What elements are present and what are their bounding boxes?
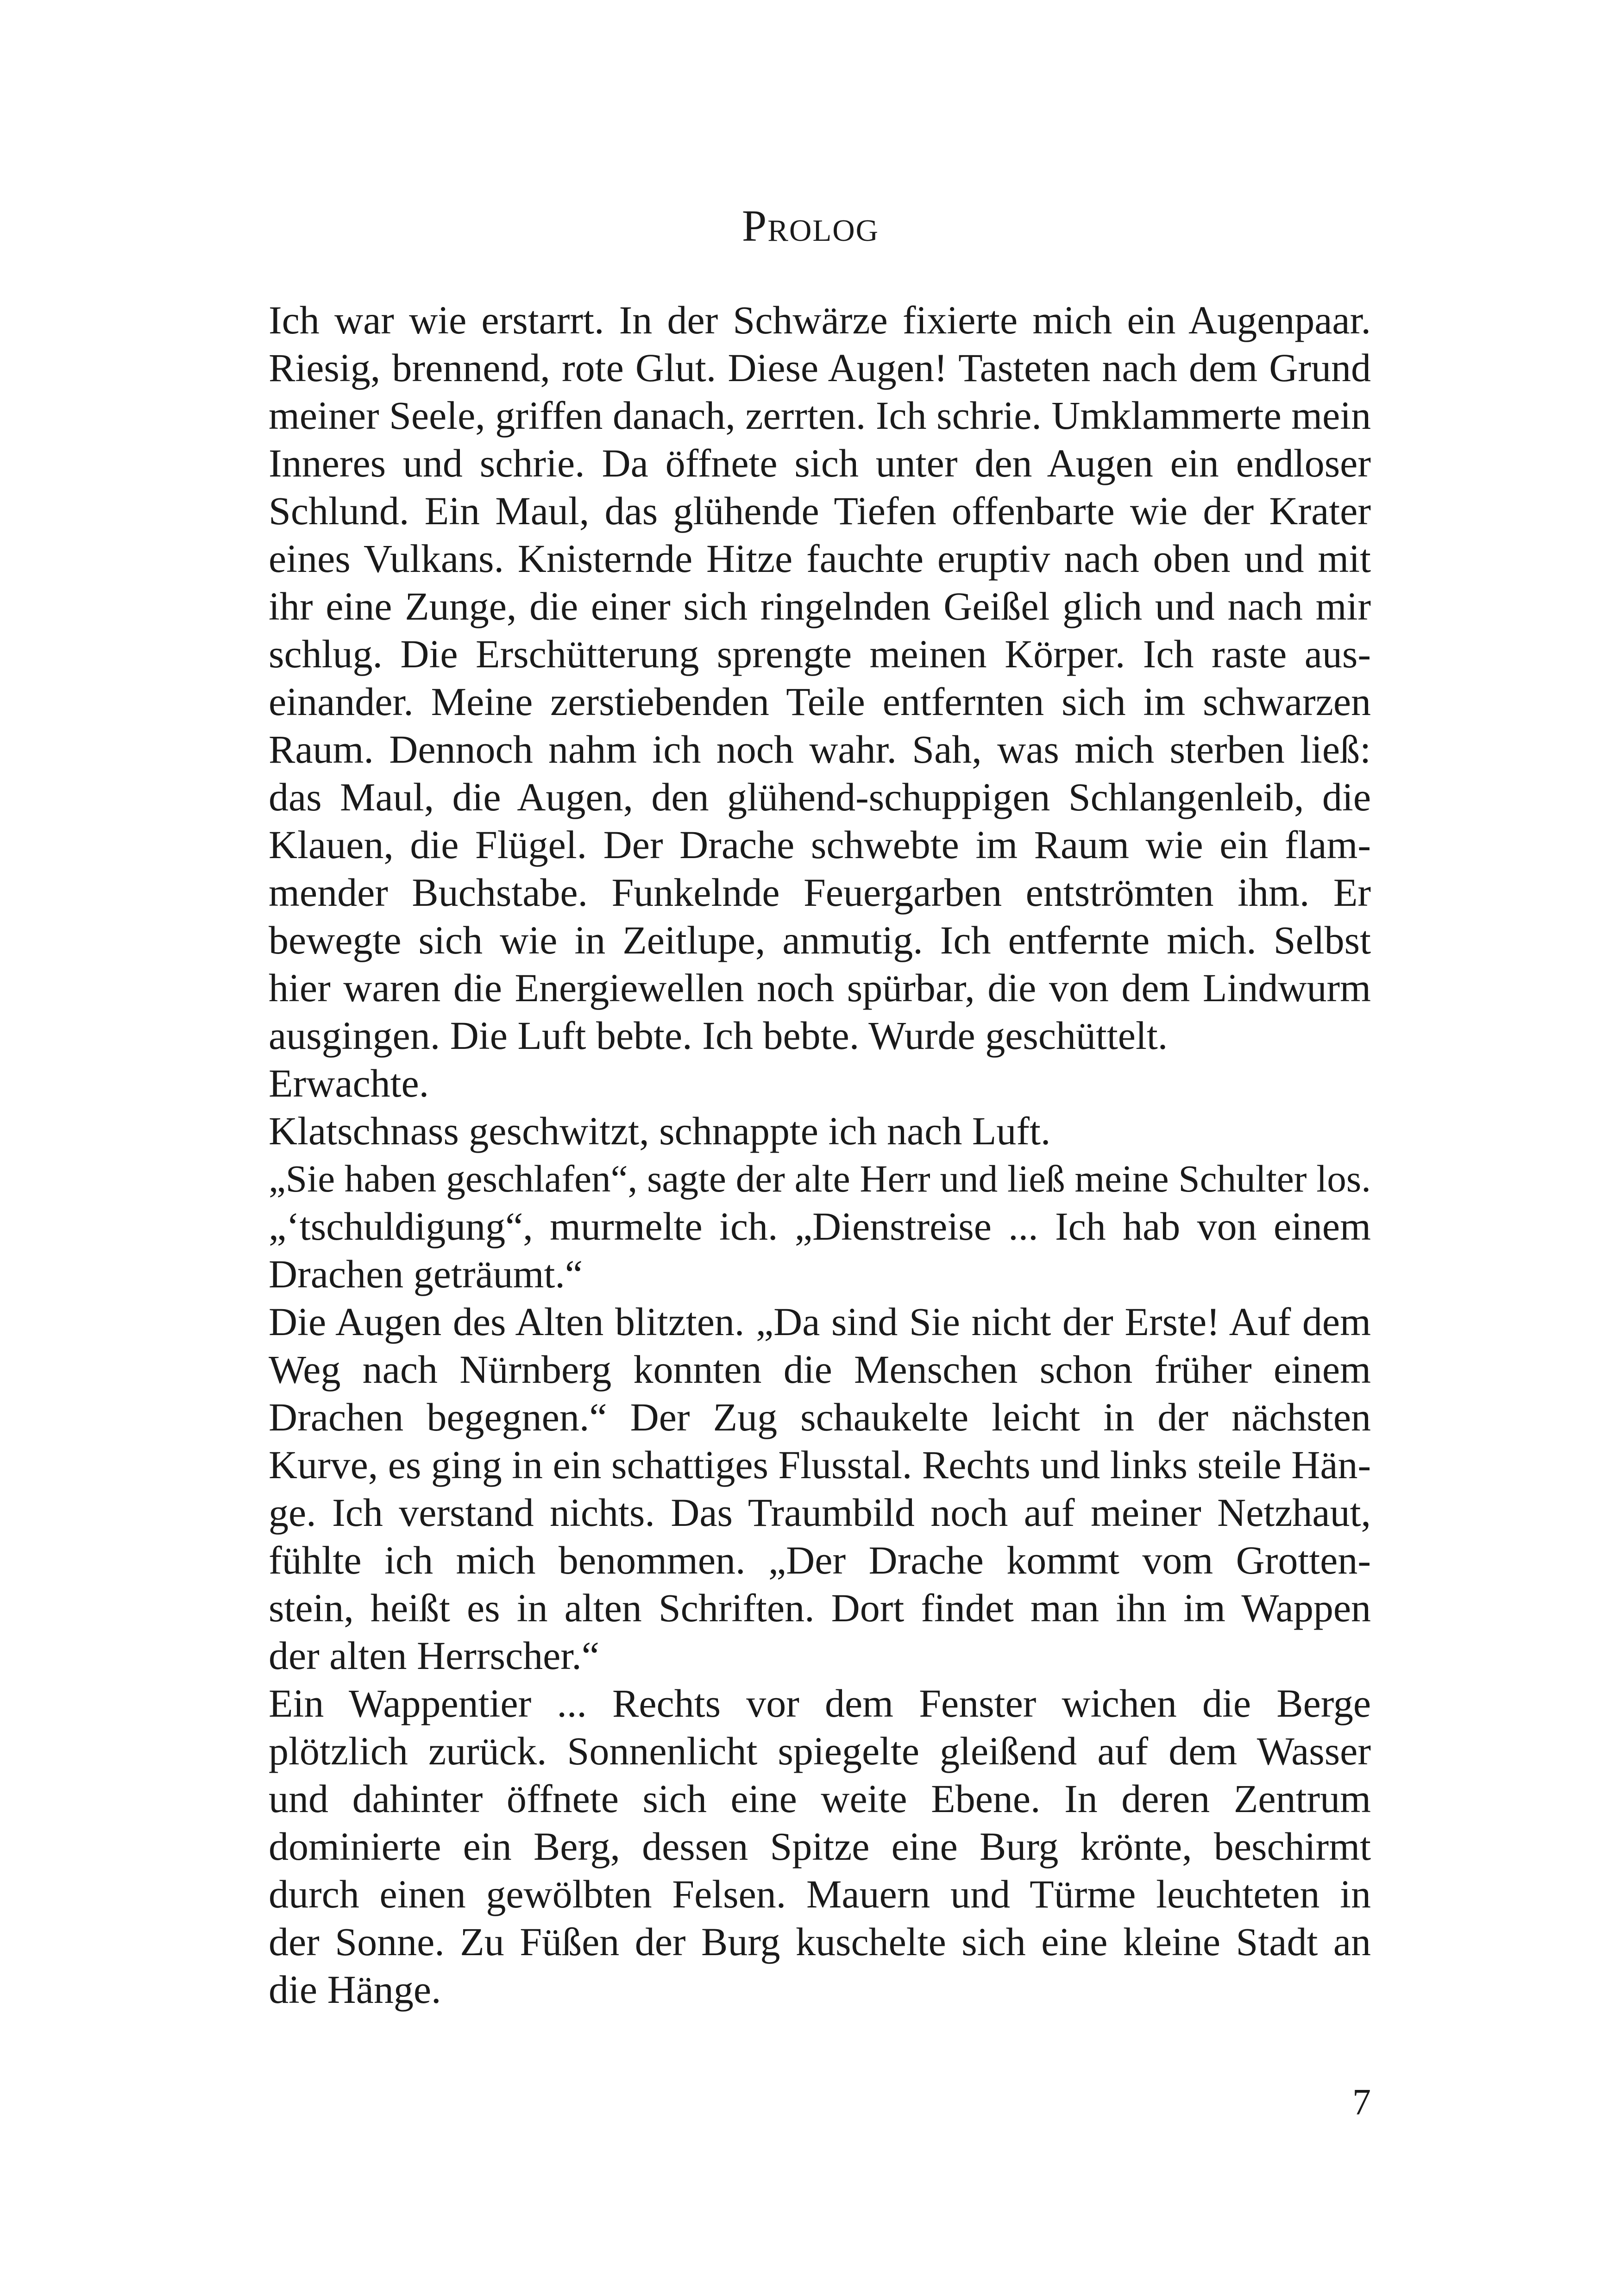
chapter-title: Prolog [741, 201, 880, 251]
text-line: eines Vulkans. Knisternde Hitze fauchte eruptiv nach oben und mit [269, 536, 1371, 581]
text-line: das Maul, die Augen, den glühend-schuppigen Schlangenleib, die [269, 775, 1371, 819]
text-line: der alten Herrscher.“ [269, 1633, 599, 1678]
text-line: der Sonne. Zu Füßen der Burg kuschelte sich eine kleine Stadt an [269, 1920, 1371, 1964]
text-line: Ein Wappentier ... Rechts vor dem Fenster wichen die Berge [269, 1681, 1371, 1725]
text-line: Raum. Dennoch nahm ich noch wahr. Sah, was mich sterben ließ: [269, 727, 1371, 772]
text-line: ihr eine Zunge, die einer sich ringelnden Geißel glich und nach mir [269, 584, 1371, 628]
text-line: einander. Meine zerstiebenden Teile entfernten sich im schwarzen [269, 679, 1371, 724]
text-line: die Hänge. [269, 1967, 441, 2012]
text-line: Drachen begegnen.“ Der Zug schaukelte leicht in der nächsten [269, 1395, 1371, 1439]
text-line: Inneres und schrie. Da öffnete sich unter den Augen ein endloser [269, 441, 1371, 485]
text-line: „Sie haben geschlafen“, sagte der alte Herr und ließ meine Schulter los. [269, 1157, 1371, 1200]
text-line: ge. Ich verstand nichts. Das Traumbild noch auf meiner Netzhaut, [269, 1490, 1371, 1535]
text-line: Weg nach Nürnberg konnten die Menschen schon früher einem [269, 1347, 1371, 1392]
text-line: Die Augen des Alten blitzten. „Da sind Sie nicht der Erste! Auf dem [269, 1299, 1371, 1344]
text-line: Kurve, es ging in ein schattiges Flusstal. Rechts und links steile Hän- [269, 1443, 1371, 1487]
text-line: Drachen geträumt.“ [269, 1252, 583, 1296]
text-line: plötzlich zurück. Sonnenlicht spiegelte gleißend auf dem Wasser [269, 1729, 1371, 1773]
text-line: durch einen gewölbten Felsen. Mauern und Türme leuchteten in [269, 1872, 1371, 1916]
text-line: ausgingen. Die Luft bebte. Ich bebte. Wurde geschüttelt. [269, 1013, 1168, 1058]
text-line: Riesig, brennend, rote Glut. Diese Augen! Tasteten nach dem Grund [269, 345, 1371, 390]
text-line: stein, heißt es in alten Schriften. Dort findet man ihn im Wappen [269, 1586, 1371, 1630]
page-number: 7 [1352, 2082, 1371, 2123]
text-line: hier waren die Energiewellen noch spürbar, die von dem Lindwurm [269, 966, 1371, 1010]
text-line: meiner Seele, griffen danach, zerrten. Ich schrie. Umklammerte mein [269, 393, 1371, 438]
body-text [269, 296, 1371, 2014]
text-line: schlug. Die Erschütterung sprengte meinen Körper. Ich raste aus- [269, 632, 1371, 676]
text-line: und dahinter öffnete sich eine weite Ebene. In deren Zentrum [269, 1776, 1371, 1821]
text-line: bewegte sich wie in Zeitlupe, anmutig. Ich entfernte mich. Selbst [269, 918, 1371, 962]
text-line: mender Buchstabe. Funkelnde Feuergarben entströmten ihm. Er [269, 870, 1371, 915]
text-line: Schlund. Ein Maul, das glühende Tiefen offenbarte wie der Krater [269, 489, 1371, 533]
text-line: „‘tschuldigung“, murmelte ich. „Dienstreise ... Ich hab von einem [269, 1204, 1371, 1248]
text-line: Klatschnass geschwitzt, schnappte ich nach Luft. [269, 1109, 1051, 1153]
text-line: Ich war wie erstarrt. In der Schwärze fixierte mich ein Augenpaar. [269, 298, 1371, 342]
text-line: fühlte ich mich benommen. „Der Drache kommt vom Grotten- [269, 1538, 1371, 1582]
text-line: Erwachte. [269, 1061, 429, 1105]
text-line: Klauen, die Flügel. Der Drache schwebte im Raum wie ein flam- [269, 822, 1371, 867]
text-line: dominierte ein Berg, dessen Spitze eine Burg krönte, beschirmt [269, 1824, 1371, 1869]
